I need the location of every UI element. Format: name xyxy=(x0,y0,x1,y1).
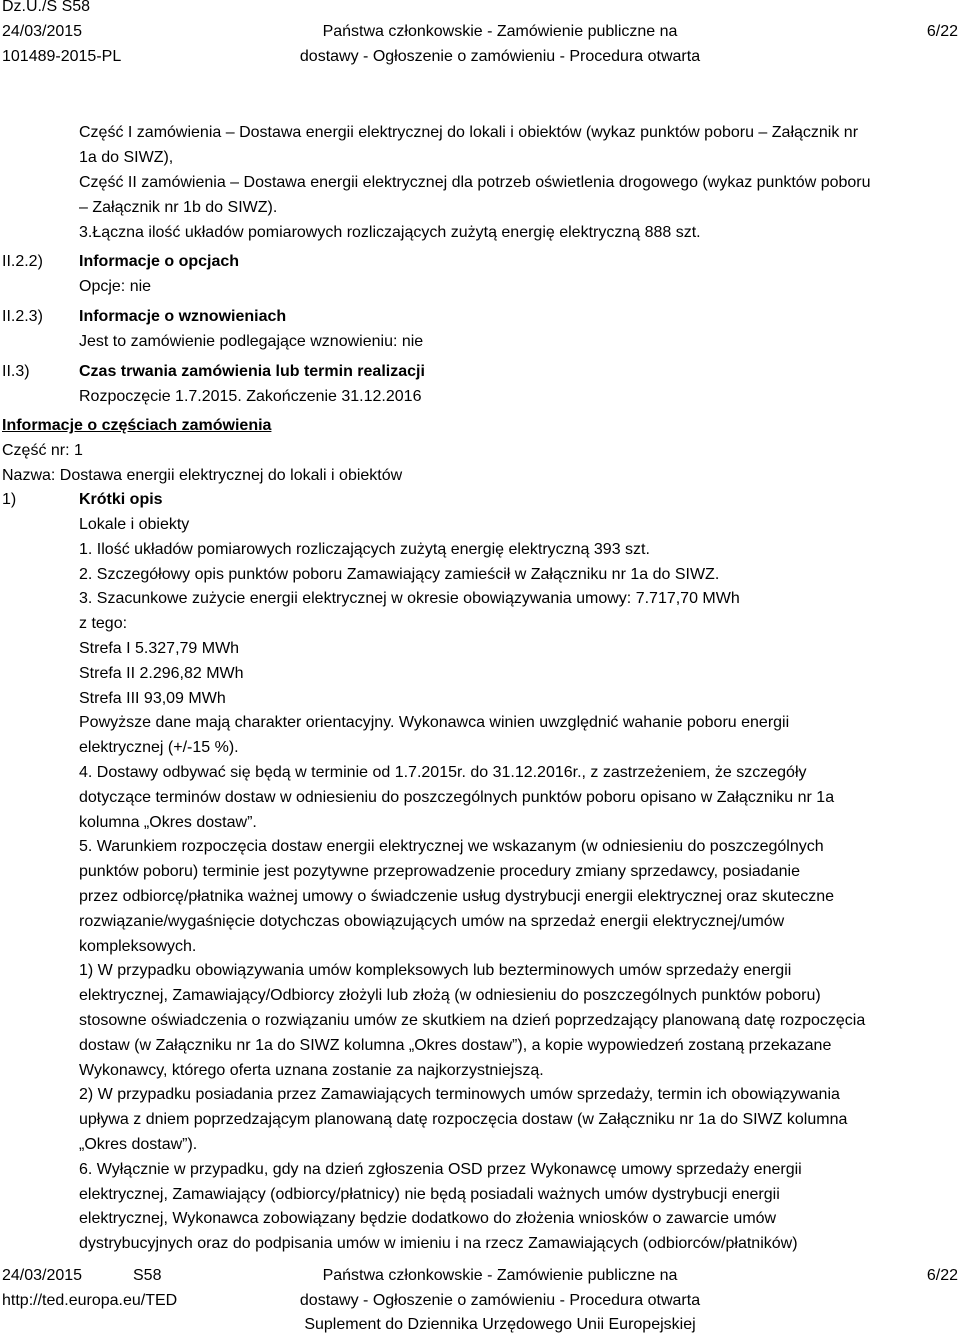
body-line: Wykonawcy, którego oferta uznana zostanie za najkorzystniejszą. xyxy=(79,1062,544,1079)
body-line: 4. Dostawy odbywać się będą w terminie od 1.7.2015r. do 31.12.2016r., z zastrzeżeniem, że szczegóły xyxy=(79,764,807,781)
body-line: kompleksowych. xyxy=(79,938,197,955)
body-line: Strefa III 93,09 MWh xyxy=(79,690,226,707)
section-text-options: Opcje: nie xyxy=(79,278,152,295)
body-line: elektrycznej (+/-15 %). xyxy=(79,739,239,756)
intro-line: 1a do SIWZ), xyxy=(79,149,174,166)
body-line: upływa z dniem poprzedzającym planowaną datę rozpoczęcia dostaw (w Załączniku nr 1a do SIWZ kolumna xyxy=(79,1111,848,1128)
header-page-number: 6/22 xyxy=(926,23,958,40)
body-line: elektrycznej, Wykonawca zobowiązany będzie dodatkowo do złożenia wniosków o zawarcie umów xyxy=(79,1210,777,1227)
section-number: II.3) xyxy=(2,363,30,380)
intro-line: Część II zamówienia – Dostawa energii elektrycznej dla potrzeb oświetlenia drogowego (wykaz punktów poboru xyxy=(79,174,871,191)
body-line: 2. Szczegółowy opis punktów poboru Zamawiający zamieścił w Załączniku nr 1a do SIWZ. xyxy=(79,566,720,583)
body-line: 1) W przypadku obowiązywania umów kompleksowych lub bezterminowych umów sprzedaży energii xyxy=(79,962,792,979)
body-line: stosowne oświadczenia o rozwiązaniu umów ze skutkiem na dzień poprzedzający planowaną datę rozpoczęcia xyxy=(79,1012,866,1029)
section-text-renewals: Jest to zamówienie podlegające wznowieniu: nie xyxy=(79,333,424,350)
footer-ref: S58 xyxy=(133,1267,162,1284)
section-text-duration: Rozpoczęcie 1.7.2015. Zakończenie 31.12.2016 xyxy=(79,388,422,405)
body-line: punktów poboru) terminie jest pozytywne przeprowadzenie procedury zmiany sprzedawcy, posiadanie xyxy=(79,863,800,880)
body-line: elektrycznej, Zamawiający/Odbiorcy złożyli lub złożą (w odniesieniu do poszczególnych punktów poboru) xyxy=(79,987,821,1004)
footer-line2: dostawy - Ogłoszenie o zamówieniu - Procedura otwarta xyxy=(299,1292,701,1309)
body-line: 3. Szacunkowe zużycie energii elektrycznej w okresie obowiązywania umowy: 7.717,70 MWh xyxy=(79,590,740,607)
parts-heading: Informacje o częściach zamówienia xyxy=(2,417,272,434)
body-line: Strefa II 2.296,82 MWh xyxy=(79,665,244,682)
footer-line1: Państwa członkowskie - Zamówienie publiczne na xyxy=(322,1267,678,1284)
part-name: Nazwa: Dostawa energii elektrycznej do lokali i obiektów xyxy=(2,467,403,484)
intro-line: – Załącznik nr 1b do SIWZ). xyxy=(79,199,278,216)
section-heading-options: Informacje o opcjach xyxy=(79,253,240,270)
body-line: elektrycznej, Zamawiający (odbiorcy/płatnicy) nie będą posiadali ważnych umów dystrybucji energii xyxy=(79,1186,780,1203)
body-line: Lokale i obiekty xyxy=(79,516,190,533)
intro-line: 3.Łączna ilość układów pomiarowych rozliczających zużytą energię elektryczną 888 szt. xyxy=(79,224,701,241)
footer-page-number: 6/22 xyxy=(926,1267,958,1284)
header-id: 101489-2015-PL xyxy=(2,48,122,65)
body-line: rozwiązanie/wygaśnięcie dotychczas obowiązujących umów na sprzedaż energii elektrycznej/umów xyxy=(79,913,785,930)
body-line: „Okres dostaw”). xyxy=(79,1136,198,1153)
header-title-line2: dostawy - Ogłoszenie o zamówieniu - Procedura otwarta xyxy=(299,48,701,65)
header-ref: Dz.U./S S58 xyxy=(2,0,91,15)
section-number: II.2.2) xyxy=(2,253,43,270)
part-number: Część nr: 1 xyxy=(2,442,83,459)
body-line: dostaw (w Załączniku nr 1a do SIWZ kolumna „Okres dostaw”), a kopie wypowiedzeń zostaną przekazane xyxy=(79,1037,832,1054)
body-line: 1. Ilość układów pomiarowych rozliczających zużytą energię elektryczną 393 szt. xyxy=(79,541,650,558)
header-date: 24/03/2015 xyxy=(2,23,83,40)
body-line: Strefa I 5.327,79 MWh xyxy=(79,640,240,657)
section-heading-renewals: Informacje o wznowieniach xyxy=(79,308,287,325)
body-line: kolumna „Okres dostaw”. xyxy=(79,814,257,831)
header-title-line1: Państwa członkowskie - Zamówienie publiczne na xyxy=(322,23,678,40)
body-line: 6. Wyłącznie w przypadku, gdy na dzień zgłoszenia OSD przez Wykonawcę umowy sprzedaży energii xyxy=(79,1161,802,1178)
part-item-number: 1) xyxy=(2,491,17,508)
footer-date: 24/03/2015 xyxy=(2,1267,83,1284)
footer-line3: Suplement do Dziennika Urzędowego Unii Europejskiej xyxy=(304,1316,696,1333)
body-line: 2) W przypadku posiadania przez Zamawiających terminowych umów sprzedaży, termin ich obowiązywania xyxy=(79,1086,840,1103)
intro-line: Część I zamówienia – Dostawa energii elektrycznej do lokali i obiektów (wykaz punktów poboru – Załącznik nr xyxy=(79,124,859,141)
body-line: przez odbiorcę/płatnika ważnej umowy o świadczenie usług dystrybucji energii elektrycznej oraz skuteczne xyxy=(79,888,835,905)
section-number: II.2.3) xyxy=(2,308,43,325)
section-heading-duration: Czas trwania zamówienia lub termin realizacji xyxy=(79,363,425,380)
footer-url: http://ted.europa.eu/TED xyxy=(2,1292,178,1309)
body-line: 5. Warunkiem rozpoczęcia dostaw energii elektrycznej we wskazanym (w odniesieniu do poszczególnych xyxy=(79,838,824,855)
body-line: z tego: xyxy=(79,615,128,632)
body-line: dystrybucyjnych oraz do podpisania umów w imieniu i na rzecz Zamawiających (odbiorców/płatników) xyxy=(79,1235,798,1252)
body-line: Powyższe dane mają charakter orientacyjny. Wykonawca winien uwzględnić wahanie poboru energii xyxy=(79,714,790,731)
body-line: dotyczące terminów dostaw w odniesieniu do poszczególnych punktów poboru opisano w Załączniku nr 1a xyxy=(79,789,835,806)
part-item-heading: Krótki opis xyxy=(79,491,163,508)
